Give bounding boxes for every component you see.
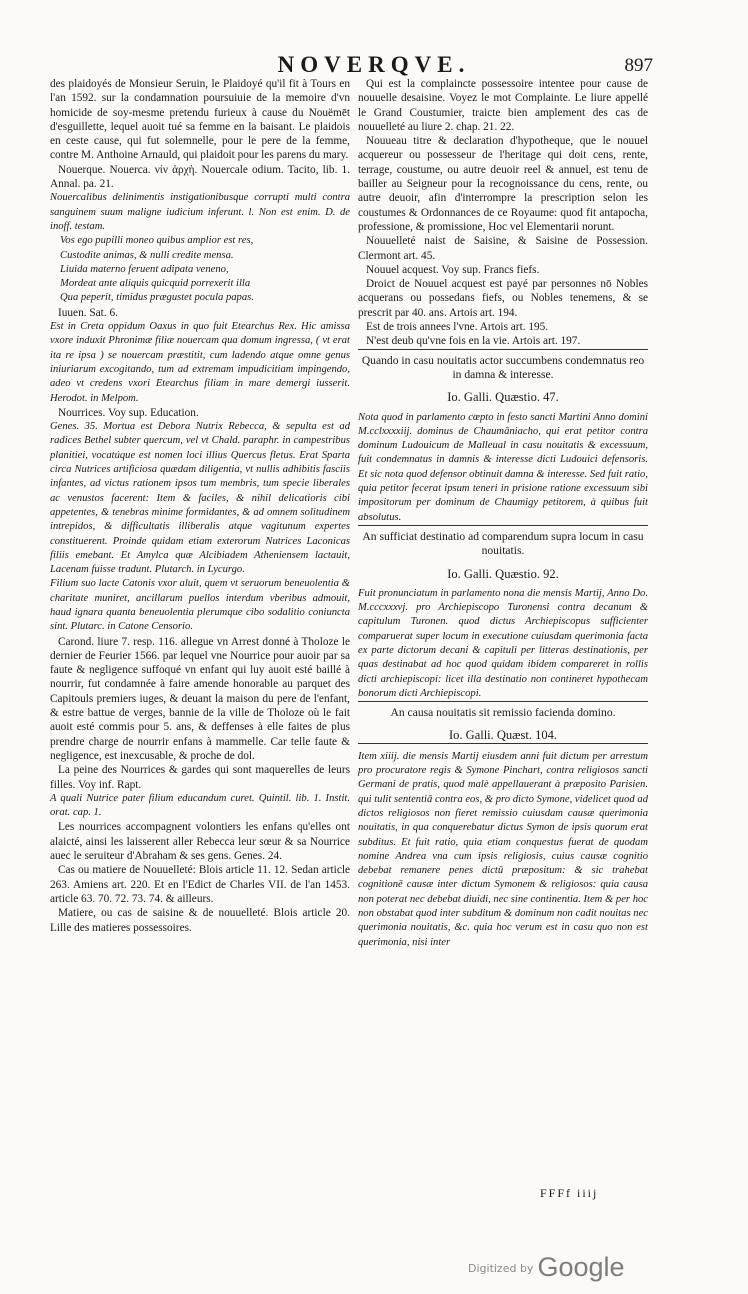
right-column [358,77,648,950]
digitized-by-watermark [468,1252,625,1283]
paragraph: Matiere, ou cas de saisine & de nouuelleté. Blois article 20. Lille des matieres possessoires. [50,907,350,934]
paragraph: Nouuelleté naist de Saisine, & Saisine de Possession. Clermont art. 45. [358,235,648,262]
paragraph: Droict de Nouuel acquest est payé par personnes nō Nobles acquerans ou possedans fiefs, ou Nobles tenemens, & se prescrit par 40. ans. Artois art. 194. [358,278,648,319]
paragraph: Nourrices. Voy sup. Education. [58,406,199,419]
citation: Iuuen. Sat. 6. [58,306,118,319]
paragraph: Genes. 35. Mortua est Debora Nutrix Rebecca, & sepulta est ad radices Bethel subter quercum, vel vt Chald. paraphr. in campestribus planitiei, vocatúque est nomen loci illius Quercus fletus. Erat Sparta circa Nutrices artificiosa quædam diligentia, vt nullis adhibitis fasciis infantes, ad victus rationem ipsos tum membris, tum specie liberales ac venustos facerent: Item & faciles, & nihil delicatioris cibi appetentes, & tenebras minime formidantes, & ad omnem solitudinem intrepidos, & difficultatis illiberalis atque vagitunum expertes constituerent. Proinde quidam etiam exterorum Nutrices Laconicas filiis emebant. Et Amylca quæ Alcibiadem Atheniensem lactauit, Lacenam fuisse tradunt. Plutarch. in Lycurgo. [50,421,350,576]
paragraph: Est in Creta oppidum Oaxus in quo fuit Etearchus Rex. Hic amissa vxore induxit Phronimæ filiæ nouercam qua domum ingressa, ( vt erat ita re ipsa ) se nouercam præstitit, cum ladendo atque omne genus iniuriarum excogitando, tum ad extremam impudicitiam impingendo, adeo vt credens vxori Etearchus filiam in mare demergi iusserit. Herodot. in Melpom. [50,321,350,404]
paragraph: N'est deub qu'vne fois en la vie. Artois art. 197. [358,334,648,349]
paragraph: Est de trois annees l'vne. Artois art. 195. [366,321,549,334]
paragraph: Filium suo lacte Catonis vxor aluit, quem vt seruorum beneuolentia & charitate muniret, ancillarum puellos interdum vberibus admouit, haud ignara quanta beneuolentia plerumque cibo sodalitio coniuncta sint. Plutarc. in Catone Censorio. [50,578,350,633]
paragraph: Fuit pronunciatum in parlamento nona die mensis Martij, Anno Do. M.cccxxxvj. pro Archiepiscopo Turonensi contra decanum & capitulum Turonen. quod dictus Archiepiscopus sufficienter comparuerat super locum in executione cuiusdam querimonia facta ex parte dictorum decani & capituli per litteras destinationis, per quas destinabat ad hoc quod quidam ibidem compareret in rollis dicti archiepiscopi: licet illa destinatio non contineret hypothecam bonorum dicti Archiepiscopi. [358,587,648,702]
paragraph: des plaidoyés de Monsieur Seruin, le Plaidoyé qu'il fit à Tours en l'an 1592. sur la condamnation poursuiuie de la memoire d'vn homicide de soy-mesme pretendu furieux à cause du Nouëmēt d'esguillette, lequel auoit tué sa femme en la baisant. Le plaidois en ceste cause, qui fut solemnelle, pour le pere de la femme, contre M. Anthoine Arnauld, qui plaidoit pour les parens du mary. [50,78,350,162]
verse-line: Qua peperit, timidus prægustet pocula papas. [60,292,254,304]
page-header [0,52,748,78]
left-column [50,77,350,935]
paragraph: Item xiiij. die mensis Martij eiusdem anni fuit dictum per arrestum pro procuratore regis & Symone Pinchart, contra religiosos sancti Germani de pratis, quod malè appellauerant à præposito Parisien. qui tulit sententiā contra eos, & pro dicto Symone, videlicet quod ad dictos religiosos non fieret remissio cuiusdam causæ querimonia nouitatis, in qua conquerebatur dictus Symon de ipsis quorum erat subditus. Et fuit ratio, quia etiam conquestus fuerat de quodam nomine Andrea vna cum ipsis religiosis, cuius causæ cognitio debebat remanere penes dictū præpositum: & sic trahebat cognitionē causæ inter dictum Symonem & religiosos: quia causa non poterat nec debebat diuidi, nec sine continentia. Item & per hoc non obstabat quod inter subditum & dominum non cadit nouitas nec querimonia nouitatis, &c. quia hoc verum est in casu quo non est querimonia, nisi inter [358,750,648,948]
running-title: NOVERQVE. [277,52,471,77]
signature-mark: FFFf iiij [540,1186,599,1200]
verse-line: Mordeat ante aliquis quicquid porrexerit illa [60,278,251,290]
question-heading: An sufficiat destinatio ad comparendum supra locum in casu nouitatis. [362,529,644,558]
paragraph: Carond. liure 7. resp. 116. allegue vn Arrest donné à Tholoze le dernier de Feurier 1566. par lequel vne Nourrice pour auoir par sa faute & negligence suffoqué vn enfant qui luy auoit esté baillé à nourrir, fut condamnée à faire amende honorable au parquet des Capitouls premiers iuges, & deuant la maison du pere de l'enfant, & estre battue de verges, bannie de la ville de Tholoze où le fait auoit esté commis pour 5. ans, & deffenses à elle faites de plus prendre charge de nourrir enfans à mammelle. Car telle faute & negligence, est inexcusable, & proche de dol. [50,635,350,762]
verse-line: Liuida materno feruent adipata veneno, [60,263,229,275]
paragraph: Qui est la complaincte possessoire intentee pour cause de nouuelle desaisine. Voyez le mot Complainte. Le liure appellé le Grand Coustumier, traicte bien amplement des cas de nouuelleté au liure 2. chap. 21. 22. [358,78,648,133]
paragraph: Nouuel acquest. Voy sup. Francs fiefs. [366,263,540,276]
question-heading: An causa nouitatis sit remissio facienda domino. [390,706,616,720]
source-heading: Io. Galli. Quæst. 104. [358,728,648,743]
paragraph: Nouercalibus delinimentis instigationibusque corrupti multi contra sanguinem suum maligne iudicium inferunt. l. Non est enim. D. de inoff. testam. [50,192,350,232]
paragraph: Nouueau titre & declaration d'hypotheque, que le nouuel acquereur ou possesseur de l'heritage qui doit cens, rente, terrage, coustume, ou autre deuoir reel & annuel, est tenu de bailler au Seigneur pour la recognoissance du cens, rente, ou autre deuoir, afin d'interrompre la prescription selon les coustumes & Ordonnances de ce Royaume: quod fit antapocha, professione, & promissione, Hoc vel Elementarii norunt. [358,135,648,233]
page-number: 897 [624,55,653,76]
source-heading: Io. Galli. Quæstio. 47. [447,390,559,405]
question-heading: Quando in casu nouitatis actor succumbens condemnatus reo in damna & interesse. [361,353,645,381]
digitized-by-label: Digitized by [468,1262,534,1275]
verse-line: Custodite animas, & nulli credite mensa. [60,249,234,261]
paragraph: A quali Nutrice pater filium educandum curet. Quintil. lib. 1. Instit. orat. cap. 1. [50,792,350,819]
paragraph: La peine des Nourrices & gardes qui sont maquerelles de leurs filles. Voy inf. Rapt. [50,764,350,791]
verse-line: Vos ego pupilli moneo quibus amplior est res, [60,235,254,247]
paragraph: Nouerque. Nouerca. νίν ἀρχὴ. Nouercale odium. Tacito, lib. 1. Annal. pa. 21. [50,163,350,191]
paragraph: Cas ou matiere de Nouuelleté: Blois article 11. 12. Sedan article 263. Amiens art. 220. Et en l'Edict de Charles VII. de l'an 1453. article 63. 70. 72. 73. 74. & ailleurs. [50,864,350,905]
paragraph: Les nourrices accompagnent volontiers les enfans qu'elles ont alaicté, ainsi les laisserent aller Rebecca leur sœur & sa Nourrice auec le seruiteur d'Abraham & ses gens. Genes. 24. [50,821,350,863]
google-logo: Google [537,1252,625,1282]
source-heading: Io. Galli. Quæstio. 92. [447,566,559,581]
paragraph: Nota quod in parlamento cœpto in festo sancti Martini Anno domini M.cclxxxxiij. dominus de Chaumāniacho, qui erat petitor contra dominum Ludouicum de Malleual in casu nouitatis & excessuum, fuit condemnatus in damnis & interesse dicti Ludouici defensoris. Et sic nota quod defensor obtinuit damna & interesse. Sed fuit ratio, quia petitor fecerat ipsum teneri in prisione ratione excessuum sibi impositorum per dominum de Chaumigy petitorem, à quibus fuit absolutus. [358,411,648,526]
